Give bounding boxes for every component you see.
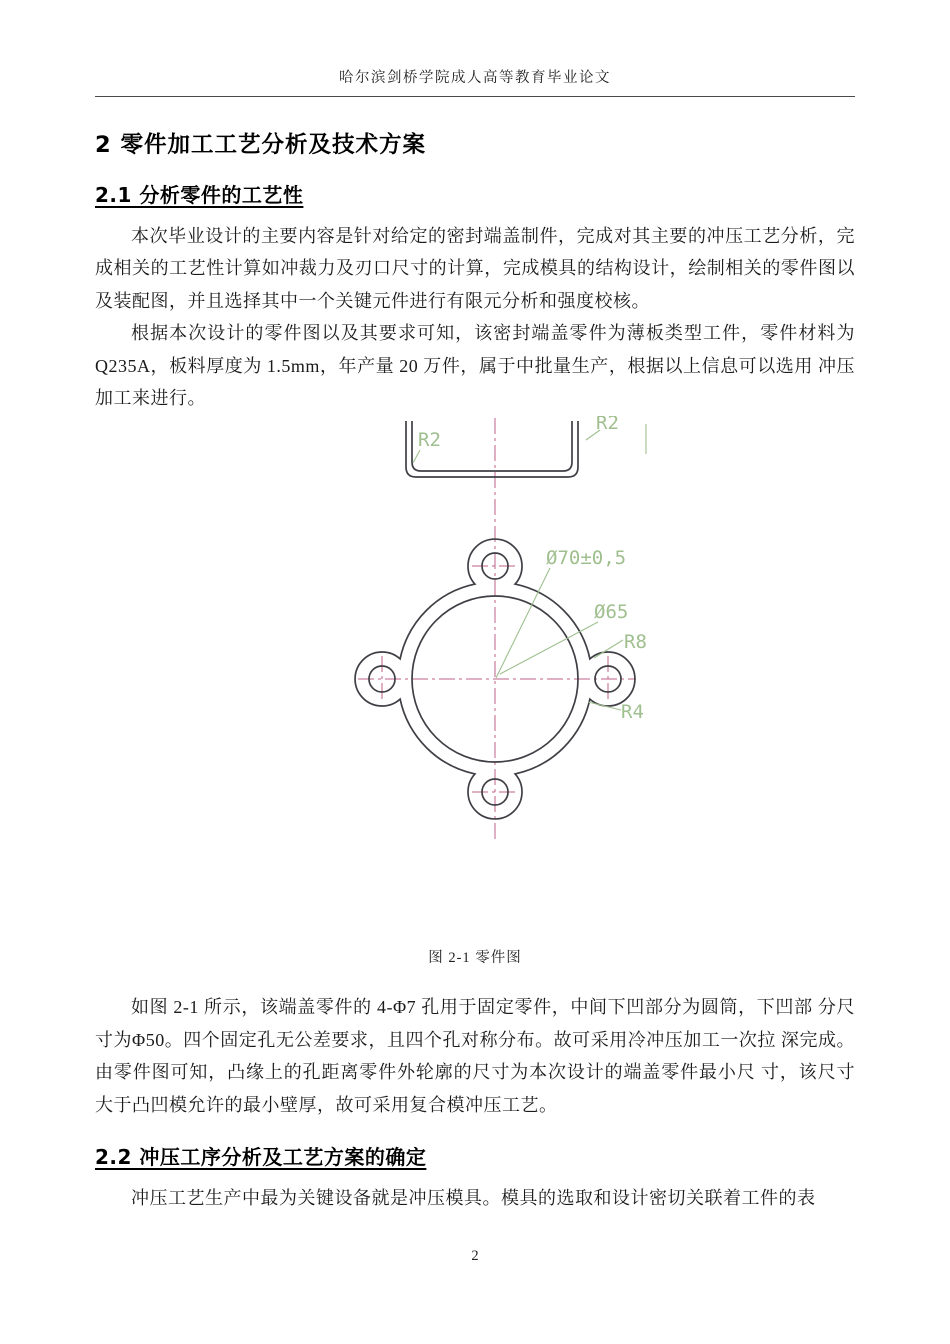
figure-caption: 图 2-1 零件图 <box>428 950 522 967</box>
chapter-heading: 2 零件加工工艺分析及技术方案 <box>95 132 426 158</box>
part-drawing-container <box>338 416 700 846</box>
dim-fillet-left-label: R2 <box>418 429 441 452</box>
leader-fillet-radius <box>588 702 621 710</box>
leader-fillet-left <box>413 450 420 463</box>
paragraph-1: 本次毕业设计的主要内容是针对给定的密封端盖制件，完成对其主要的冲压工艺分析，完成相关的工艺性计算如冲裁力及刃口尺寸的计算，完成模具的结构设计，绘制相关的零件图以及装配图，并且选择其中一个关键元件进行有限元分析和强度校核。 <box>95 226 855 311</box>
dim-bolt-circle-label: Ø70±0,5 <box>546 547 627 570</box>
dim-fillet-radius-label: R4 <box>621 701 644 724</box>
paragraph-4: 冲压工艺生产中最为关键设备就是冲压模具。模具的选取和设计密切关联着工件的表 <box>131 1188 816 1209</box>
figure-2-1 <box>95 416 855 967</box>
section-2-2-heading: 2.2 冲压工序分析及工艺方案的确定 <box>95 1145 427 1170</box>
leader-outer-dia <box>500 622 598 674</box>
page-number: 2 <box>471 1248 479 1264</box>
leader-ear-radius <box>594 640 623 658</box>
part-drawing <box>338 416 700 846</box>
paragraph-3: 如图 2-1 所示，该端盖零件的 4-Φ7 孔用于固定零件，中间下凹部分为圆筒，下凹部 分尺寸为Φ50。四个固定孔无公差要求，且四个孔对称分布。故可采用冷冲压加工一次拉 深完成。由零件图可知，凸缘上的孔距离零件外轮廓的尺寸为本次设计的端盖零件最小尺 寸，该尺寸大于凸凹模允许的最小壁厚，故可采用复合模冲压工艺。 <box>95 997 855 1115</box>
paragraph-2: 根据本次设计的零件图以及其要求可知，该密封端盖零件为薄板类型工件，零件材料为 Q235A，板料厚度为 1.5mm，年产量 20 万件，属于中批量生产，根据以上信息可以选用 冲压加工来进行。 <box>95 323 855 409</box>
centerlines <box>358 418 636 840</box>
dim-outer-dia-label: Ø65 <box>594 601 629 624</box>
dim-ear-radius-label: R8 <box>624 631 647 654</box>
section-2-1-heading: 2.1 分析零件的工艺性 <box>95 183 304 207</box>
dim-fillet-right-label: R2 <box>596 416 619 435</box>
dimension-labels <box>418 416 647 723</box>
running-header: 哈尔滨剑桥学院成人高等教育毕业论文 <box>95 66 855 97</box>
